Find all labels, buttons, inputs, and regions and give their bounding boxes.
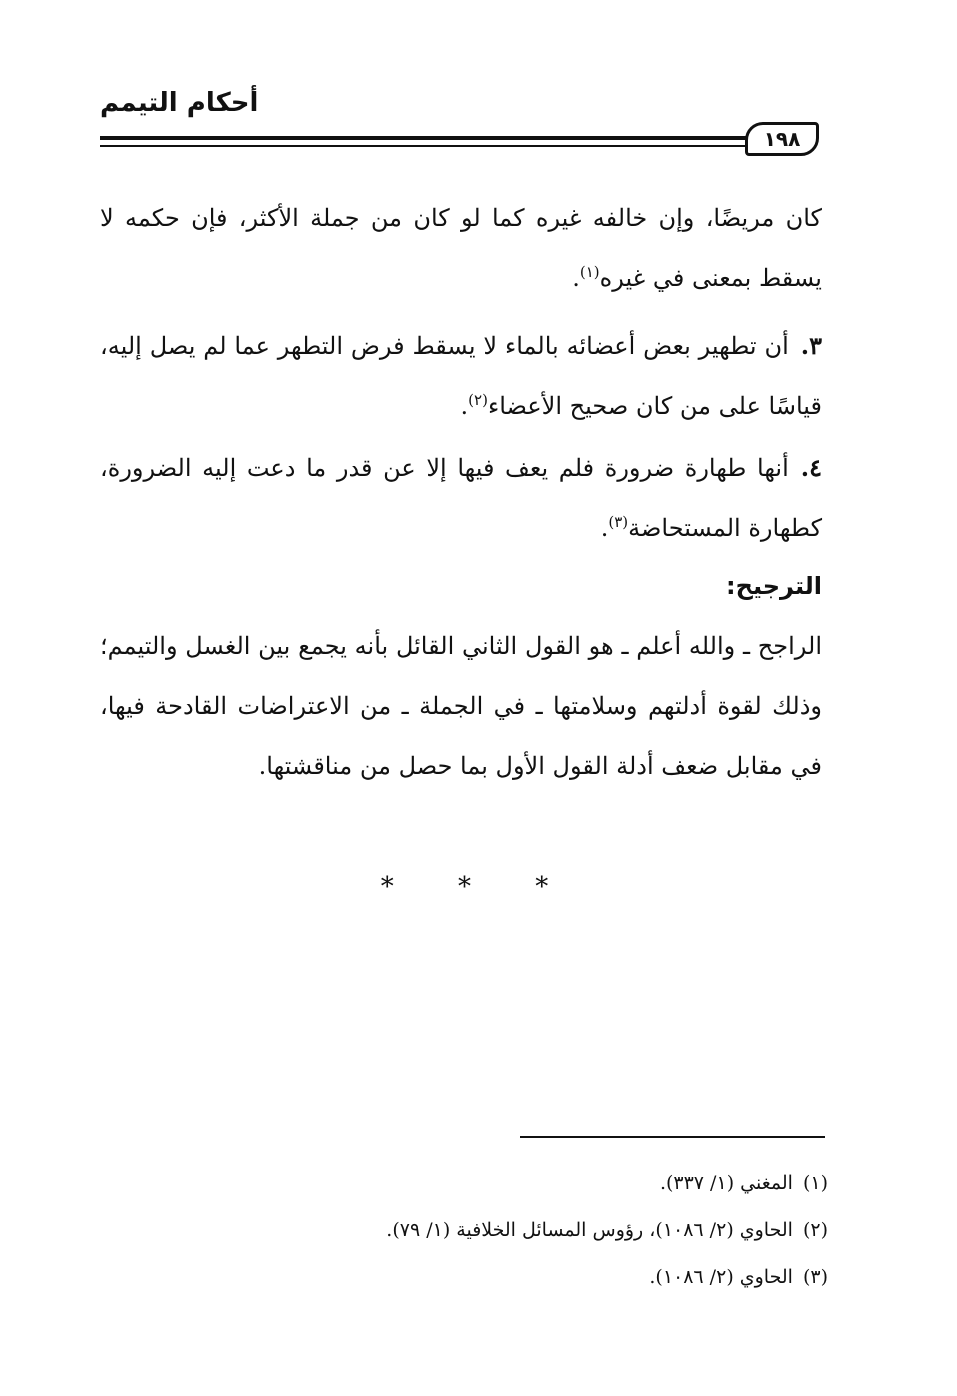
footnote-ref-1[interactable]: (١) bbox=[579, 263, 600, 281]
paragraph-1-body bbox=[100, 188, 822, 308]
paragraph-3-text: أنها طهارة ضرورة فلم يعف فيها إلا عن قدر ما دعت إليه الضرورة، كطهارة المستحاضة bbox=[100, 454, 822, 542]
paragraph-tarjih-text: الراجح ـ والله أعلم ـ هو القول الثاني القائل بأنه يجمع بين الغسل والتيمم؛ وذلك لقوة أدلتهم وسلامتها ـ في الجملة ـ من الاعتراضات القادحة فيها، في مقابل ضعف أدلة القول الأول بما حصل من مناقشتها. bbox=[100, 632, 822, 780]
header-rule-thick bbox=[100, 136, 750, 140]
footnote-rule bbox=[520, 1136, 825, 1138]
footnote-ref-3[interactable]: (٣) bbox=[608, 513, 629, 531]
footnote-3-number: (٣) bbox=[802, 1266, 828, 1288]
paragraph-2-end: . bbox=[460, 392, 469, 420]
running-header-title: أحكام التيمم bbox=[100, 88, 259, 118]
header-rule-thin bbox=[100, 145, 750, 147]
paragraph-1 bbox=[100, 188, 822, 308]
paragraph-3-end: . bbox=[600, 514, 609, 542]
paragraph-2-body bbox=[100, 316, 822, 436]
footnote-2 bbox=[100, 1207, 828, 1254]
item-number-4: ٤. bbox=[800, 453, 822, 482]
paragraph-2-text: أن تطهير بعض أعضائه بالماء لا يسقط فرض التطهر عما لم يصل إليه، قياسًا على من كان صحيح الأعضاء bbox=[100, 332, 822, 420]
footnote-1-number: (١) bbox=[802, 1172, 828, 1194]
item-number-3: ٣. bbox=[800, 331, 822, 360]
paragraph-2 bbox=[100, 316, 822, 436]
paragraph-1-text: كان مريضًا، وإن خالفه غيره كما لو كان من جملة الأكثر، فإن حكمه لا يسقط بمعنى في غيره bbox=[100, 204, 822, 292]
paragraph-3-body bbox=[100, 438, 822, 558]
footnote-2-number: (٢) bbox=[802, 1219, 828, 1241]
paragraph-3 bbox=[100, 438, 822, 558]
footnote-1 bbox=[100, 1160, 828, 1207]
footnote-3 bbox=[100, 1254, 828, 1301]
section-separator-stars: * * * bbox=[380, 872, 577, 902]
page-number: ١٩٨ bbox=[763, 127, 801, 151]
footnote-3-text: الحاوي (٢/ ١٠٨٦). bbox=[649, 1266, 793, 1288]
paragraph-tarjih bbox=[100, 616, 822, 796]
paragraph-1-end: . bbox=[572, 264, 580, 292]
footnote-1-text: المغني (١/ ٣٣٧). bbox=[659, 1172, 793, 1194]
footnotes-list bbox=[100, 1160, 828, 1301]
page-number-badge bbox=[745, 122, 819, 156]
footnote-ref-2[interactable]: (٢) bbox=[468, 391, 488, 409]
footnote-2-text: الحاوي (٢/ ١٠٨٦)، رؤوس المسائل الخلافية (١/ ٧٩). bbox=[386, 1219, 793, 1241]
section-heading-tarjih: الترجيح: bbox=[726, 572, 822, 600]
